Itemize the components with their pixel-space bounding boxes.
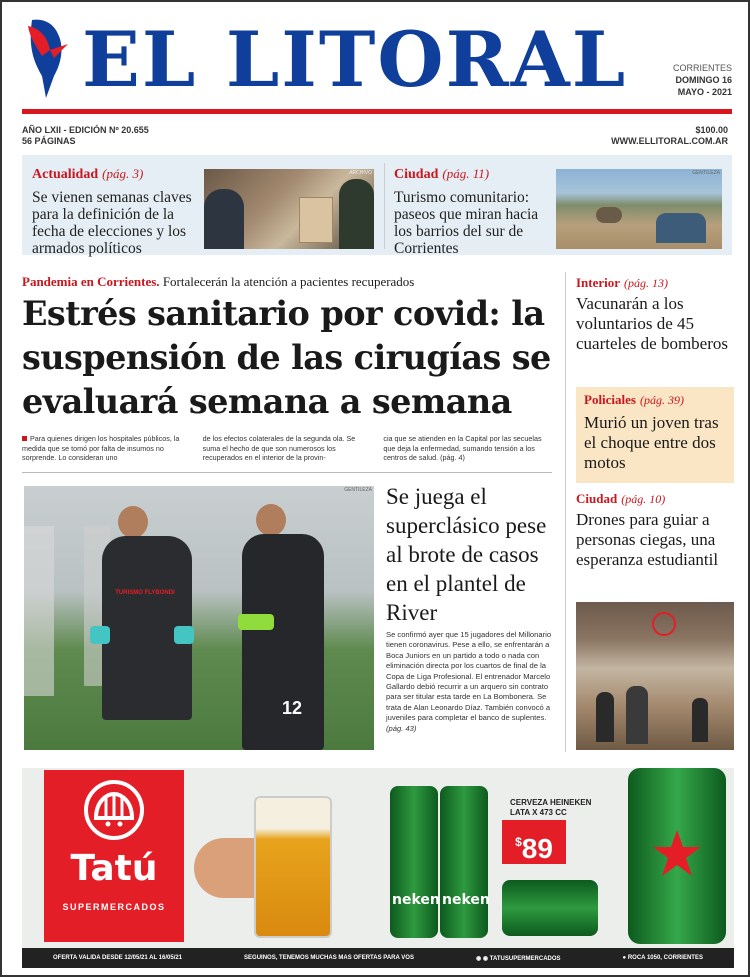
glove-icon	[238, 614, 274, 630]
photo-credit: ARCHIVO	[349, 170, 372, 176]
jersey-number: 12	[282, 698, 303, 718]
main-kicker	[22, 274, 414, 290]
river-body	[386, 630, 556, 734]
river-body-page: (pág. 43)	[386, 723, 417, 733]
kicker-section: Pandemia en Corrientes.	[22, 274, 160, 289]
sidebar-section: Ciudad	[576, 491, 618, 506]
price-info	[611, 125, 728, 147]
teaser-text: Se vienen semanas claves para la definición de la fecha de elecciones y los armados políticos	[32, 189, 192, 257]
person-figure	[692, 698, 708, 742]
shirt-sponsor: TURISMO FLYBONDI	[115, 590, 175, 596]
column-1	[22, 434, 191, 463]
masthead-date	[642, 62, 732, 98]
masthead-title: EL LITORAL	[82, 15, 628, 104]
sidebar-policiales[interactable]	[576, 387, 734, 483]
beer-can	[390, 786, 438, 938]
goalkeeper-head	[118, 506, 148, 538]
masthead-city: CORRIENTES	[672, 63, 732, 73]
glove-icon	[174, 626, 194, 644]
offer-validity: OFERTA VALIDA DESDE 12/05/21 AL 16/05/21	[53, 955, 183, 961]
sidebar-section: Policiales	[584, 392, 636, 407]
location-pin-icon: ●	[622, 955, 628, 961]
masthead-date-line2: MAYO - 2021	[677, 87, 732, 97]
tatu-subtitle: SUPERMERCADOS	[62, 902, 166, 912]
sidebar-page: (pág. 13)	[624, 276, 669, 290]
column-1-text: Para quienes dirigen los hospitales públicos, la medida que se tomó por falta de insumos no sorprende. Lo consideran uno	[22, 434, 180, 462]
teaser-section: Actualidad	[32, 167, 99, 182]
river-players-photo	[24, 486, 374, 750]
bullet-square-icon	[22, 436, 27, 441]
masthead-rule	[22, 109, 732, 114]
product-title	[510, 798, 591, 818]
tatu-brand: Tatú	[70, 848, 158, 889]
sidebar-text: Murió un joven tras el choque entre dos motos	[584, 413, 719, 472]
product-line2: LATA X 473 CC	[510, 808, 567, 817]
store-address	[623, 955, 703, 961]
ballot-box	[299, 197, 333, 243]
beer-glass	[254, 796, 332, 938]
column-3: cia que se atienden en la Capital por las secuelas que deja la enfermedad, sumando tensión a los centros de salud. (pág. 4)	[383, 434, 542, 462]
red-star-icon	[652, 828, 702, 878]
photo-credit: GENTILEZA	[692, 170, 720, 176]
teaser-bar	[22, 155, 732, 255]
sidebar-text: Vacunarán a los voluntarios de 45 cuarteles de bomberos	[576, 294, 728, 353]
teaser-divider	[384, 163, 385, 249]
price-symbol: $	[515, 835, 522, 849]
masthead	[22, 10, 732, 110]
glove-icon	[90, 626, 110, 644]
column-2: de los efectos colaterales de la segunda ola. Se suma el hecho de que son numerosos los recuperados en el interior de la provin-	[202, 434, 356, 462]
page-count: 56 PÁGINAS	[22, 136, 76, 146]
sidebar-section: Interior	[576, 275, 621, 290]
teaser-section: Ciudad	[394, 167, 439, 182]
person-figure	[596, 692, 614, 742]
website-link[interactable]: WWW.ELLITORAL.COM.AR	[611, 136, 728, 146]
people-group	[656, 213, 706, 243]
store-address-text: ROCA 1050, CORRIENTES	[627, 955, 703, 961]
beer-can-large	[628, 768, 726, 944]
tatu-advertisement[interactable]	[22, 768, 734, 968]
person-figure	[339, 179, 374, 249]
sidebar-ciudad[interactable]	[576, 490, 734, 570]
kicker-text: Fortalecerán la atención a pacientes recuperados	[162, 274, 415, 289]
social-handle[interactable]	[476, 955, 561, 962]
cover-price: $100.00	[695, 125, 728, 135]
can-label: neken	[442, 892, 490, 908]
drone-highlight-circle	[652, 612, 676, 636]
beer-can	[440, 786, 488, 938]
sidebar-page: (pág. 10)	[621, 492, 666, 506]
river-headline[interactable]: Se juega el superclásico pese al brote de casos en el plantel de River	[386, 484, 547, 625]
person-figure	[204, 189, 244, 249]
goalkeeper-head	[256, 504, 286, 536]
armadillo-icon	[82, 778, 146, 842]
price-tag	[502, 820, 566, 864]
teaser-ciudad[interactable]	[394, 155, 549, 255]
section-rule	[22, 472, 552, 473]
product-line1: CERVEZA HEINEKEN	[510, 798, 592, 807]
teaser-page: (pág. 11)	[442, 166, 490, 181]
masthead-date-line1: DOMINGO 16	[675, 75, 732, 85]
goalkeeper-2	[242, 534, 324, 750]
teaser-text: Turismo comunitario: paseos que miran hacia los barrios del sur de Corrientes	[394, 189, 539, 257]
photo-credit: GENTILEZA	[344, 487, 372, 493]
sidebar-page: (pág. 39)	[640, 393, 684, 407]
more-offers: SEGUINOS, TENEMOS MUCHAS MAS OFERTAS PARA VOS	[244, 955, 414, 961]
main-story-columns	[22, 434, 552, 463]
column-divider	[565, 272, 566, 752]
person-figure	[626, 686, 648, 744]
background-player	[24, 526, 54, 696]
social-icon: ◉ ◉	[475, 955, 490, 962]
bird-logo-icon	[24, 16, 70, 100]
price-value: 89	[521, 833, 553, 864]
issue-info	[22, 125, 149, 147]
photo-credit: GENTILEZA	[704, 603, 732, 609]
teaser-actualidad[interactable]	[32, 155, 192, 255]
sidebar-interior[interactable]	[576, 274, 734, 354]
drone-photo	[576, 602, 734, 750]
issue-number: AÑO LXII - EDICIÓN Nº 20.655	[22, 125, 149, 135]
teaser-page: (pág. 3)	[102, 166, 144, 181]
can-label: neken	[392, 892, 440, 908]
social-handle-text: TATUSUPERMERCADOS	[489, 955, 561, 962]
tatu-logo-box	[44, 770, 184, 942]
river-body-text: Se confirmó ayer que 15 jugadores del Millonario tienen coronavirus. Pese a ello, se enfrentarán a Boca Juniors en un partido a todo o nada con eliminación directa por los cuartos de final de la Copa de Liga Profesional. El entrenador Marcelo Gallardo debió recurrir a un arquero sin contrato para ser titular esta tarde en La Bombonera. Se trata de Alan Leonardo Díaz. También convocó a juveniles para completar el banco de suplentes.	[386, 630, 552, 723]
advert-footer	[22, 948, 734, 968]
sidebar-text: Drones para guiar a personas ciegas, una esperanza estudiantil	[576, 510, 719, 569]
main-headline[interactable]: Estrés sanitario por covid: la suspensión de las cirugías se evaluará semana a semana	[22, 294, 551, 421]
beer-can-lying	[502, 880, 598, 936]
cart-figure	[596, 207, 622, 223]
teaser-photo-election	[204, 169, 374, 249]
teaser-photo-tourism	[556, 169, 722, 249]
